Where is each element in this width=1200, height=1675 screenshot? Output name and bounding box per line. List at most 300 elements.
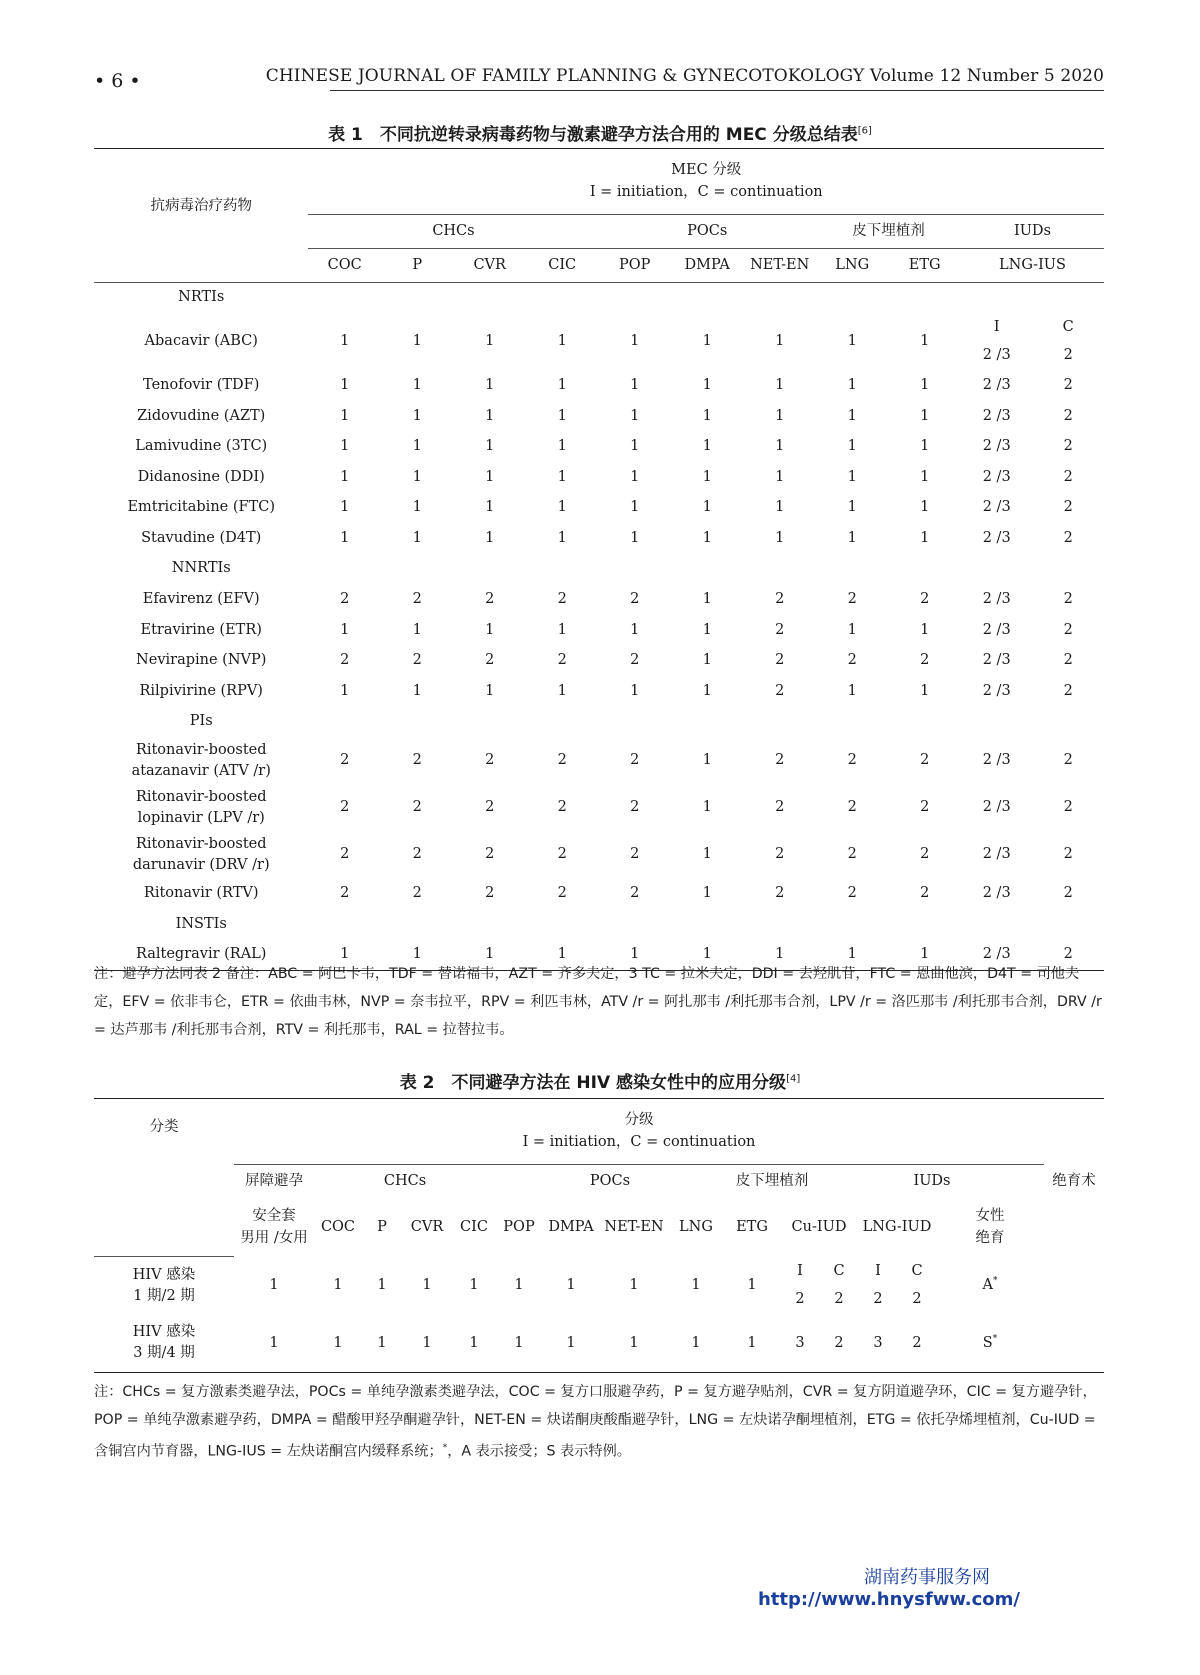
table1-section-label: PIs	[189, 713, 213, 730]
value-cell: 2	[630, 752, 640, 769]
table2-group-header: POCs	[589, 1173, 631, 1190]
sterilization-header-line: 女性	[975, 1208, 1005, 1225]
value-cell: 2	[630, 846, 640, 863]
table-row	[94, 371, 1104, 402]
value-cell: 2	[1063, 752, 1073, 769]
value-text: 2	[912, 1290, 922, 1307]
value-cell: 2	[485, 846, 495, 863]
value-cell: 1	[630, 377, 640, 394]
table-row	[94, 785, 1104, 832]
table1-method-header: NET-EN	[743, 249, 816, 283]
value-cell: 2	[412, 752, 422, 769]
value-cell: 1	[847, 332, 857, 349]
value-cell: 1	[485, 377, 495, 394]
iud-cell	[780, 1315, 820, 1373]
table2-group-header: 皮下埋植剂	[735, 1173, 809, 1190]
table-row	[94, 523, 1104, 554]
value-cell: 1	[775, 468, 785, 485]
table1-section-filler	[308, 707, 1104, 738]
value-cell: 2	[412, 652, 422, 669]
value-cell: 2	[340, 752, 350, 769]
value-cell: 1	[269, 1334, 279, 1351]
drug-name	[94, 401, 308, 432]
value-cell: 2	[485, 885, 495, 902]
iud-cell	[898, 1315, 936, 1373]
value-cell: 1	[422, 1276, 432, 1293]
table2-note	[94, 1378, 1104, 1466]
value-cell: 1	[485, 946, 495, 963]
table1-section-row	[94, 909, 1104, 940]
value-cell: 1	[412, 682, 422, 699]
value-cell: 1	[485, 499, 495, 516]
value-cell: 2	[557, 885, 567, 902]
table2-method-header: Cu-IUD	[791, 1218, 847, 1235]
table1-section-filler	[308, 283, 1104, 313]
table2-caption-text: 表 2 不同避孕方法在 HIV 感染女性中的应用分级	[399, 1073, 787, 1093]
value-cell: 1	[630, 407, 640, 424]
value-cell: 1	[920, 438, 930, 455]
value-cell: 2 /3	[982, 846, 1011, 863]
value-cell: 1	[920, 499, 930, 516]
table-row	[94, 615, 1104, 646]
watermark-name: 湖南药事服务网	[864, 1567, 990, 1588]
value-cell: 2 /3	[982, 885, 1011, 902]
value-cell: 2	[485, 752, 495, 769]
table-row	[94, 401, 1104, 432]
value-cell: 1	[630, 682, 640, 699]
table1-col0-header: 抗病毒治疗药物	[94, 149, 308, 283]
value-cell: 1	[691, 1276, 701, 1293]
barrier-header-line: 男用 /女用	[240, 1229, 308, 1246]
value-cell: 1	[557, 407, 567, 424]
table1-method-header: CVR	[453, 249, 526, 283]
value-cell: 2 /3	[982, 499, 1011, 516]
value-cell: 2	[1063, 468, 1073, 485]
drug-name-line: Ritonavir-boosted	[135, 788, 267, 805]
table-row	[94, 832, 1104, 879]
value-cell: 2	[412, 591, 422, 608]
value-cell: 2	[847, 799, 857, 816]
drug-name-line: Lamivudine (3TC)	[135, 438, 268, 455]
value-cell: 1	[630, 946, 640, 963]
value-text: 2	[1063, 346, 1073, 363]
drug-name-line: Rilpivirine (RPV)	[139, 682, 263, 699]
value-cell: 2	[630, 591, 640, 608]
ic-label: C	[833, 1263, 845, 1280]
value-cell: 1	[514, 1276, 524, 1293]
value-cell: 1	[557, 468, 567, 485]
drug-name-line: lopinavir (LPV /r)	[137, 810, 265, 826]
value-cell: 1	[485, 529, 495, 546]
iud-cell	[858, 1257, 898, 1315]
value-cell: 1	[485, 332, 495, 349]
value-cell: 1	[702, 621, 712, 638]
value-cell: 2	[920, 799, 930, 816]
value-cell: 1	[485, 438, 495, 455]
drug-name	[94, 585, 308, 616]
value-text: 2	[834, 1290, 844, 1307]
value-cell: 2 /3	[982, 946, 1011, 963]
value-cell: 1	[557, 499, 567, 516]
value-cell: 2	[1063, 407, 1073, 424]
value-cell: 2	[847, 752, 857, 769]
value-cell: 2	[775, 799, 785, 816]
table2-note-text: 注：CHCs = 复方激素类避孕法，POCs = 单纯孕激素类避孕法，COC = 复方口服避孕药，P = 复方避孕贴剂，CVR = 复方阴道避孕环，CIC = 复方避孕针，POP = 单纯孕激素避孕药，DMPA = 醋酸甲羟孕酮避孕针，NET-EN = 炔诺酮庚酸酯避孕针，LNG = 左炔诺孕酮埋植剂，ETG = 依托孕烯埋植剂，Cu-IUD = 含铜宫内节育器，LNG-IUS = 左炔诺酮宫内缓释系统；	[94, 1384, 1097, 1460]
table2-note-star: *	[442, 1443, 448, 1453]
value-cell: 1	[702, 846, 712, 863]
value-cell: 2	[775, 591, 785, 608]
table1-method-header: DMPA	[671, 249, 744, 283]
table1-group-header: 皮下埋植剂	[816, 215, 961, 249]
value-cell: 2	[485, 591, 495, 608]
iud-cell	[820, 1257, 858, 1315]
drug-name-line: Abacavir (ABC)	[144, 332, 258, 349]
value-cell: 1	[920, 621, 930, 638]
value-cell: 1	[340, 499, 350, 516]
drug-name-line: Tenofovir (TDF)	[143, 377, 260, 394]
table-row	[94, 432, 1104, 463]
table2-method-header: CIC	[460, 1218, 488, 1235]
row-label-line: 3 期/4 期	[133, 1345, 195, 1362]
drug-name	[94, 785, 308, 832]
value-cell: 1	[412, 332, 422, 349]
value-cell: 1	[920, 332, 930, 349]
value-cell: 1	[920, 682, 930, 699]
value-cell: 2	[412, 846, 422, 863]
value-cell: 1	[702, 499, 712, 516]
value-cell: 1	[847, 529, 857, 546]
value-cell: 1	[630, 529, 640, 546]
iud-cell	[820, 1315, 858, 1373]
table-row	[94, 1315, 1104, 1373]
drug-name-line: Etravirine (ETR)	[140, 621, 262, 638]
value-text: 2 /3	[982, 346, 1011, 363]
value-text: 2	[873, 1290, 883, 1307]
value-cell: 1	[340, 682, 350, 699]
value-cell: 1	[412, 529, 422, 546]
table1-method-header: POP	[598, 249, 671, 283]
value-cell: 2 /3	[982, 652, 1011, 669]
drug-name-line: atazanavir (ATV /r)	[131, 763, 271, 779]
value-cell: 1	[691, 1334, 701, 1351]
value-cell: 1	[340, 407, 350, 424]
value-cell: 1	[630, 438, 640, 455]
value-cell: 1	[412, 468, 422, 485]
value-cell: 2	[847, 846, 857, 863]
value-cell: 2	[485, 799, 495, 816]
value-cell: 1	[847, 499, 857, 516]
value-cell: 2	[557, 846, 567, 863]
value-cell: 1	[702, 377, 712, 394]
drug-name	[94, 615, 308, 646]
table2-method-header: POP	[503, 1218, 535, 1235]
table1-note: 注：避孕方法同表 2 备注：ABC = 阿巴卡韦，TDF = 替诺福韦，AZT = 齐多夫定，3 TC = 拉米夫定，DDI = 去羟肌苷，FTC = 恩曲他滨，D4T = 司他夫定，EFV = 依非韦仑，ETR = 依曲韦林，NVP = 奈韦拉平，RPV = 利匹韦林，ATV /r = 阿扎那韦 /利托那韦合剂，LPV /r = 洛匹那韦 /利托那韦合剂，DRV /r = 达芦那韦 /利托那韦合剂，RTV = 利托那韦，RAL = 拉替拉韦。	[94, 966, 1102, 1038]
value-cell: 1	[702, 468, 712, 485]
value-cell: 2 /3	[982, 799, 1011, 816]
barrier-header	[234, 1199, 314, 1257]
value-cell: 1	[557, 621, 567, 638]
value-cell: 2 /3	[982, 529, 1011, 546]
table1-caption	[0, 120, 1200, 145]
table2-caption-ref: [4]	[786, 1073, 801, 1085]
value-cell: 2 /3	[982, 591, 1011, 608]
drug-name-line: Didanosine (DDI)	[137, 468, 265, 485]
value-cell: 1	[333, 1276, 343, 1293]
table1-caption-text: 表 1 不同抗逆转录病毒药物与激素避孕方法合用的 MEC 分级总结表	[328, 125, 858, 145]
value-cell: 2	[557, 799, 567, 816]
sterilization-star: *	[992, 1276, 998, 1287]
value-cell: 2	[775, 682, 785, 699]
table2-method-header: CVR	[410, 1218, 444, 1235]
value-cell: 1	[775, 499, 785, 516]
value-cell: 1	[847, 946, 857, 963]
value-cell: 2	[340, 885, 350, 902]
table-row	[94, 676, 1104, 707]
value-cell: 2	[847, 591, 857, 608]
value-cell: 1	[340, 438, 350, 455]
value-cell: 1	[920, 377, 930, 394]
value-cell: 1	[847, 621, 857, 638]
table1-section-filler	[308, 909, 1104, 940]
drug-name	[94, 371, 308, 402]
drug-name-line: Zidovudine (AZT)	[137, 407, 266, 424]
value-cell: 1	[702, 946, 712, 963]
drug-name	[94, 462, 308, 493]
drug-name-line: Ritonavir (RTV)	[143, 885, 259, 902]
value-cell: 1	[485, 621, 495, 638]
drug-name	[94, 832, 308, 879]
drug-name-line: Emtricitabine (FTC)	[127, 499, 275, 516]
table1-section-filler	[308, 554, 1104, 585]
value-cell: 2	[1063, 438, 1073, 455]
value-cell: 1	[557, 529, 567, 546]
value-cell: 1	[340, 621, 350, 638]
value-cell: 1	[847, 682, 857, 699]
value-cell: 2	[557, 591, 567, 608]
table2-method-header: COC	[320, 1218, 356, 1235]
value-cell: 2	[1063, 529, 1073, 546]
table2-method-header: NET-EN	[604, 1218, 664, 1235]
value-cell: 2 /3	[982, 438, 1011, 455]
value-cell: 2	[340, 846, 350, 863]
table2-col0-header: 分类	[94, 1099, 234, 1257]
value-text: 2	[912, 1334, 922, 1351]
value-cell: 1	[557, 377, 567, 394]
value-cell: 2	[1063, 591, 1073, 608]
value-cell: 2	[1063, 682, 1073, 699]
journal-header: CHINESE JOURNAL OF FAMILY PLANNING & GYNECOTOKOLOGY Volume 12 Number 5 2020	[265, 66, 1104, 86]
value-cell: 1	[557, 332, 567, 349]
table1-mec-header	[308, 149, 1104, 215]
value-cell: 2	[775, 846, 785, 863]
value-cell: 1	[269, 1276, 279, 1293]
value-cell: 1	[629, 1276, 639, 1293]
table2-group-header: 绝育术	[1052, 1172, 1096, 1189]
value-cell: 1	[920, 407, 930, 424]
table1-section-row	[94, 554, 1104, 585]
table2-group-header: CHCs	[383, 1173, 427, 1190]
sterilization-star: *	[992, 1333, 998, 1344]
value-cell: 1	[747, 1334, 757, 1351]
drug-name	[94, 523, 308, 554]
value-cell: 1	[847, 407, 857, 424]
table1-method-header: P	[381, 249, 454, 283]
value-cell: 2	[775, 885, 785, 902]
value-cell: 2	[630, 885, 640, 902]
value-text: 3	[873, 1334, 883, 1351]
drug-name-line: Efavirenz (EFV)	[142, 591, 260, 608]
value-cell: 2 /3	[982, 621, 1011, 638]
value-text: 2	[795, 1290, 805, 1307]
value-cell: 1	[566, 1334, 576, 1351]
value-cell: 1	[469, 1334, 479, 1351]
value-cell: 1	[920, 946, 930, 963]
value-cell: 1	[702, 438, 712, 455]
row-label-line: 1 期/2 期	[133, 1287, 195, 1304]
table1-section-label: NNRTIs	[171, 560, 231, 577]
table-row	[94, 462, 1104, 493]
table2-group-header: 屏障避孕	[245, 1173, 303, 1190]
table2-group-header: IUDs	[913, 1173, 951, 1190]
value-cell: 2	[847, 885, 857, 902]
table-row	[94, 313, 1104, 371]
row-label	[94, 1257, 234, 1315]
value-cell: 1	[377, 1276, 387, 1293]
row-label	[94, 1315, 234, 1373]
value-cell: 1	[920, 529, 930, 546]
ic-label: C	[911, 1263, 923, 1280]
value-cell: 1	[340, 468, 350, 485]
value-cell: 1	[557, 438, 567, 455]
value-cell: 1	[630, 332, 640, 349]
ic-label: I	[993, 319, 1000, 336]
drug-name	[94, 432, 308, 463]
value-cell: 2 /3	[982, 682, 1011, 699]
table-row	[94, 879, 1104, 910]
iud-cell	[780, 1257, 820, 1315]
table1-method-header: COC	[308, 249, 381, 283]
iud-cell	[898, 1257, 936, 1315]
table-row	[94, 646, 1104, 677]
table-row	[94, 1257, 1104, 1315]
value-cell: 2	[340, 799, 350, 816]
value-cell: 1	[702, 682, 712, 699]
table1-group-header: IUDs	[961, 215, 1104, 249]
value-cell: 1	[485, 468, 495, 485]
value-cell: 2 /3	[982, 377, 1011, 394]
table-row	[94, 493, 1104, 524]
value-cell: 1	[702, 591, 712, 608]
barrier-header-line: 安全套	[252, 1208, 296, 1225]
sterilization-cell	[936, 1257, 1044, 1315]
sterilization-cell	[936, 1315, 1044, 1373]
value-cell: 2 /3	[982, 752, 1011, 769]
value-cell: 1	[412, 438, 422, 455]
value-cell: 1	[775, 438, 785, 455]
table2-method-header: LNG-IUD	[862, 1218, 932, 1235]
value-cell: 1	[333, 1334, 343, 1351]
value-cell: 1	[847, 438, 857, 455]
drug-name	[94, 676, 308, 707]
value-cell: 2	[340, 652, 350, 669]
table1-method-header: LNG-IUS	[961, 249, 1104, 283]
value-cell: 2	[775, 752, 785, 769]
value-cell: 2	[775, 652, 785, 669]
value-cell: 1	[702, 529, 712, 546]
mec-subtitle: I = initiation，C = continuation	[589, 183, 823, 200]
table1-method-header: CIC	[526, 249, 599, 283]
value-cell: 1	[702, 799, 712, 816]
table1-method-header: ETG	[888, 249, 961, 283]
grade-title: 分级	[624, 1112, 654, 1129]
value-cell: 1	[514, 1334, 524, 1351]
value-cell: 2	[1063, 799, 1073, 816]
value-cell: 2	[1063, 621, 1073, 638]
table2-note-tail: ，A 表示接受；S 表示特例。	[447, 1443, 631, 1460]
mec-title: MEC 分级	[671, 162, 742, 179]
value-cell: 1	[412, 621, 422, 638]
value-cell: 2	[920, 846, 930, 863]
value-cell: 1	[775, 377, 785, 394]
value-cell: 2	[1063, 377, 1073, 394]
value-cell: 2	[630, 799, 640, 816]
table2-method-header: LNG	[679, 1218, 713, 1235]
value-cell: 2	[1063, 885, 1073, 902]
table1-section-row	[94, 707, 1104, 738]
value-cell: 2	[630, 652, 640, 669]
row-label-line: HIV 感染	[132, 1266, 196, 1283]
watermark-url[interactable]: http://www.hnysfww.com/	[757, 1589, 1020, 1610]
value-cell: 2	[920, 652, 930, 669]
value-cell: 1	[412, 377, 422, 394]
value-cell	[1032, 313, 1104, 371]
table2-caption	[0, 1068, 1200, 1093]
drug-name	[94, 493, 308, 524]
drug-name	[94, 879, 308, 910]
value-cell: 2 /3	[982, 468, 1011, 485]
value-cell: 1	[340, 332, 350, 349]
value-cell: 1	[702, 332, 712, 349]
drug-name-line: darunavir (DRV /r)	[132, 857, 270, 873]
value-cell: 2	[485, 652, 495, 669]
sterilization-header	[936, 1199, 1044, 1257]
table2-method-header: P	[377, 1218, 387, 1235]
sterilization-value: S	[982, 1334, 993, 1351]
sterilization-value: A	[982, 1276, 993, 1293]
value-cell: 1	[775, 946, 785, 963]
table2	[94, 1098, 1104, 1373]
drug-name	[94, 738, 308, 785]
drug-name-line: Stavudine (D4T)	[141, 529, 262, 546]
value-cell: 1	[847, 377, 857, 394]
value-cell: 1	[702, 407, 712, 424]
table1-section-label: INSTIs	[175, 915, 227, 932]
value-cell: 1	[702, 885, 712, 902]
table2-method-header: DMPA	[548, 1218, 594, 1235]
header-rule	[330, 90, 1104, 91]
value-cell: 1	[469, 1276, 479, 1293]
value-cell: 1	[566, 1276, 576, 1293]
table1-caption-ref: [6]	[857, 125, 872, 137]
ic-label: I	[875, 1263, 881, 1280]
value-cell: 2	[847, 652, 857, 669]
value-cell: 2	[920, 591, 930, 608]
value-cell: 1	[340, 946, 350, 963]
iud-cell	[858, 1315, 898, 1373]
table2-method-header: ETG	[736, 1218, 768, 1235]
ic-label: C	[1062, 319, 1074, 336]
drug-name-line: Ritonavir-boosted	[135, 835, 267, 852]
